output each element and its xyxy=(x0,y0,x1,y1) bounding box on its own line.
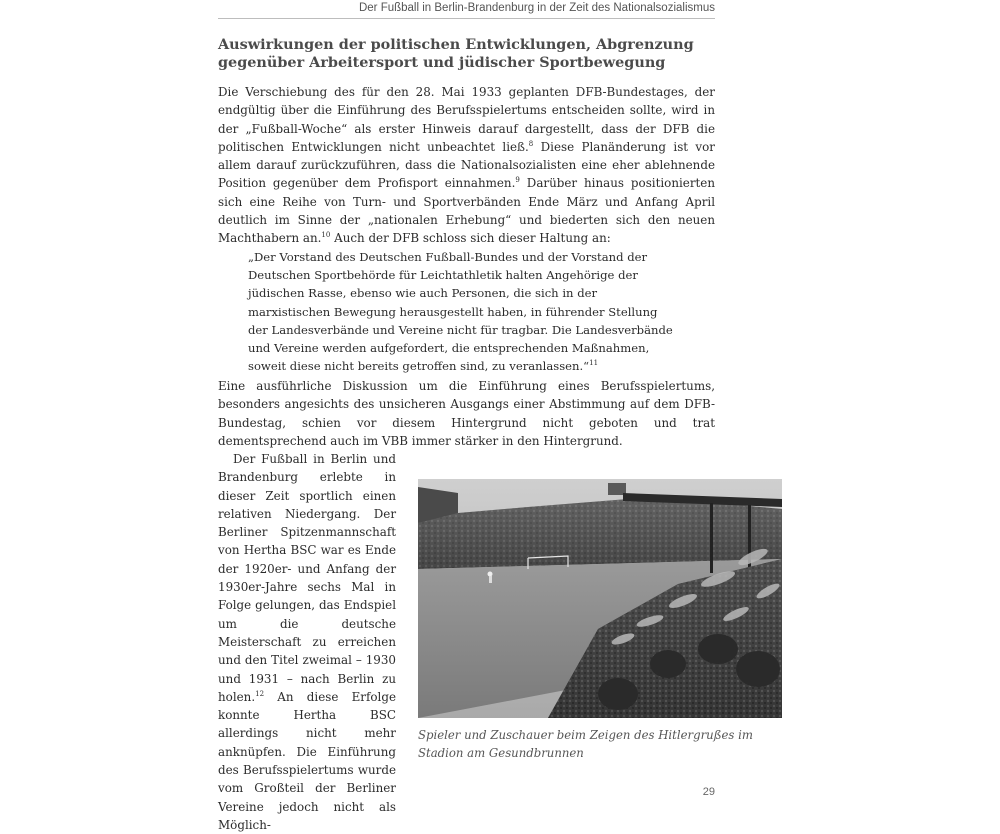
paragraph-1-part-1: Die Verschiebung des für den 28. Mai 1933 geplanten DFB-Bundestages, der endgültig über die Einführung des Berufsspielertums entscheiden sollte, wird in der „Fußball-Woche“ als erster Hinweis darauf dargestellt, dass der DFB die politischen Entwicklungen nicht unbeachtet ließ. xyxy=(218,85,715,154)
paragraph-1-part-2: Diese Planänderung ist vor allem darauf zurückzuführen, dass die Nationalsozialisten eine eher ablehnende Position gegenüber dem Profisport einnahmen. xyxy=(218,139,715,191)
paragraph-1-part-3: Darüber hinaus positionierten sich eine Reihe von Turn- und Sportverbänden Ende März und Anfang April deutlich im Sinne der „nationalen Erhebung“ und biederten sich den neuen Machthabern an. xyxy=(218,176,715,246)
quote-text: „Der Vorstand des Deutschen Fußball-Bundes und der Vorstand der Deutschen Sportbehörde für Leichtathletik halten Angehörige der jüdischen Rasse, ebenso wie auch Personen, die sich in der marxistischen Bewegung herausgestellt haben, in führender Stellung der Landesverbände und Vereine nicht für tragbar. Die Landesverbände und Vereine werden aufgefordert, die entsprechenden Maßnahmen, soweit diese nicht bereits getroffen sind, zu veranlassen.“ xyxy=(248,250,673,374)
section-heading: Auswirkungen der politischen Entwicklungen, Abgrenzung gegenüber Arbeitersport und jüdischer Sportbewegung xyxy=(218,36,694,71)
paragraph-3 xyxy=(218,450,396,834)
footnote-ref-12[interactable]: 12 xyxy=(255,689,265,698)
footnote-ref-8[interactable]: 8 xyxy=(528,139,534,148)
photo-caption: Spieler und Zuschauer beim Zeigen des Hitlergrußes im Stadion am Gesundbrunnen xyxy=(418,728,753,760)
paragraph-1 xyxy=(218,83,715,248)
footnote-ref-9[interactable]: 9 xyxy=(515,176,520,185)
page-number: 29 xyxy=(702,786,715,798)
paragraph-3-part-2: An diese Erfolge konnte Hertha BSC allerdings nicht mehr anknüpfen. Die Einführung des Berufsspielertums wurde vom Großteil der Berliner Vereine jedoch nicht als Möglich- xyxy=(218,689,396,832)
running-head: Der Fußball in Berlin-Brandenburg in der Zeit des Nationalsozialismus xyxy=(218,0,715,19)
block-quote xyxy=(248,248,680,375)
stadium-photo xyxy=(418,479,782,718)
footnote-ref-11[interactable]: 11 xyxy=(589,359,599,368)
paragraph-2: Eine ausführliche Diskussion um die Einführung eines Berufsspielertums, besonders angesichts des unsicheren Ausgangs einer Abstimmung auf dem DFB-Bundestag, schien vor diesem Hintergrund nicht geboten und trat dementsprechend auch im VBB immer stärker in den Hintergrund. xyxy=(218,379,715,448)
paragraph-1-part-4: Auch der DFB schloss sich dieser Haltung an: xyxy=(330,231,611,246)
footnote-ref-10[interactable]: 10 xyxy=(321,231,331,240)
paragraph-3-part-1: Der Fußball in Berlin und Brandenburg erlebte in dieser Zeit sportlich einen relativen Niedergang. Der Berliner Spitzenmannschaft von Hertha BSC war es Ende der 1920er- und Anfang der 1930er-Jahre sechs Mal in Folge gelungen, das Endspiel um die deutsche Meisterschaft zu erreichen und den Titel zweimal – 1930 und 1931 – nach Berlin zu holen. xyxy=(218,452,396,704)
